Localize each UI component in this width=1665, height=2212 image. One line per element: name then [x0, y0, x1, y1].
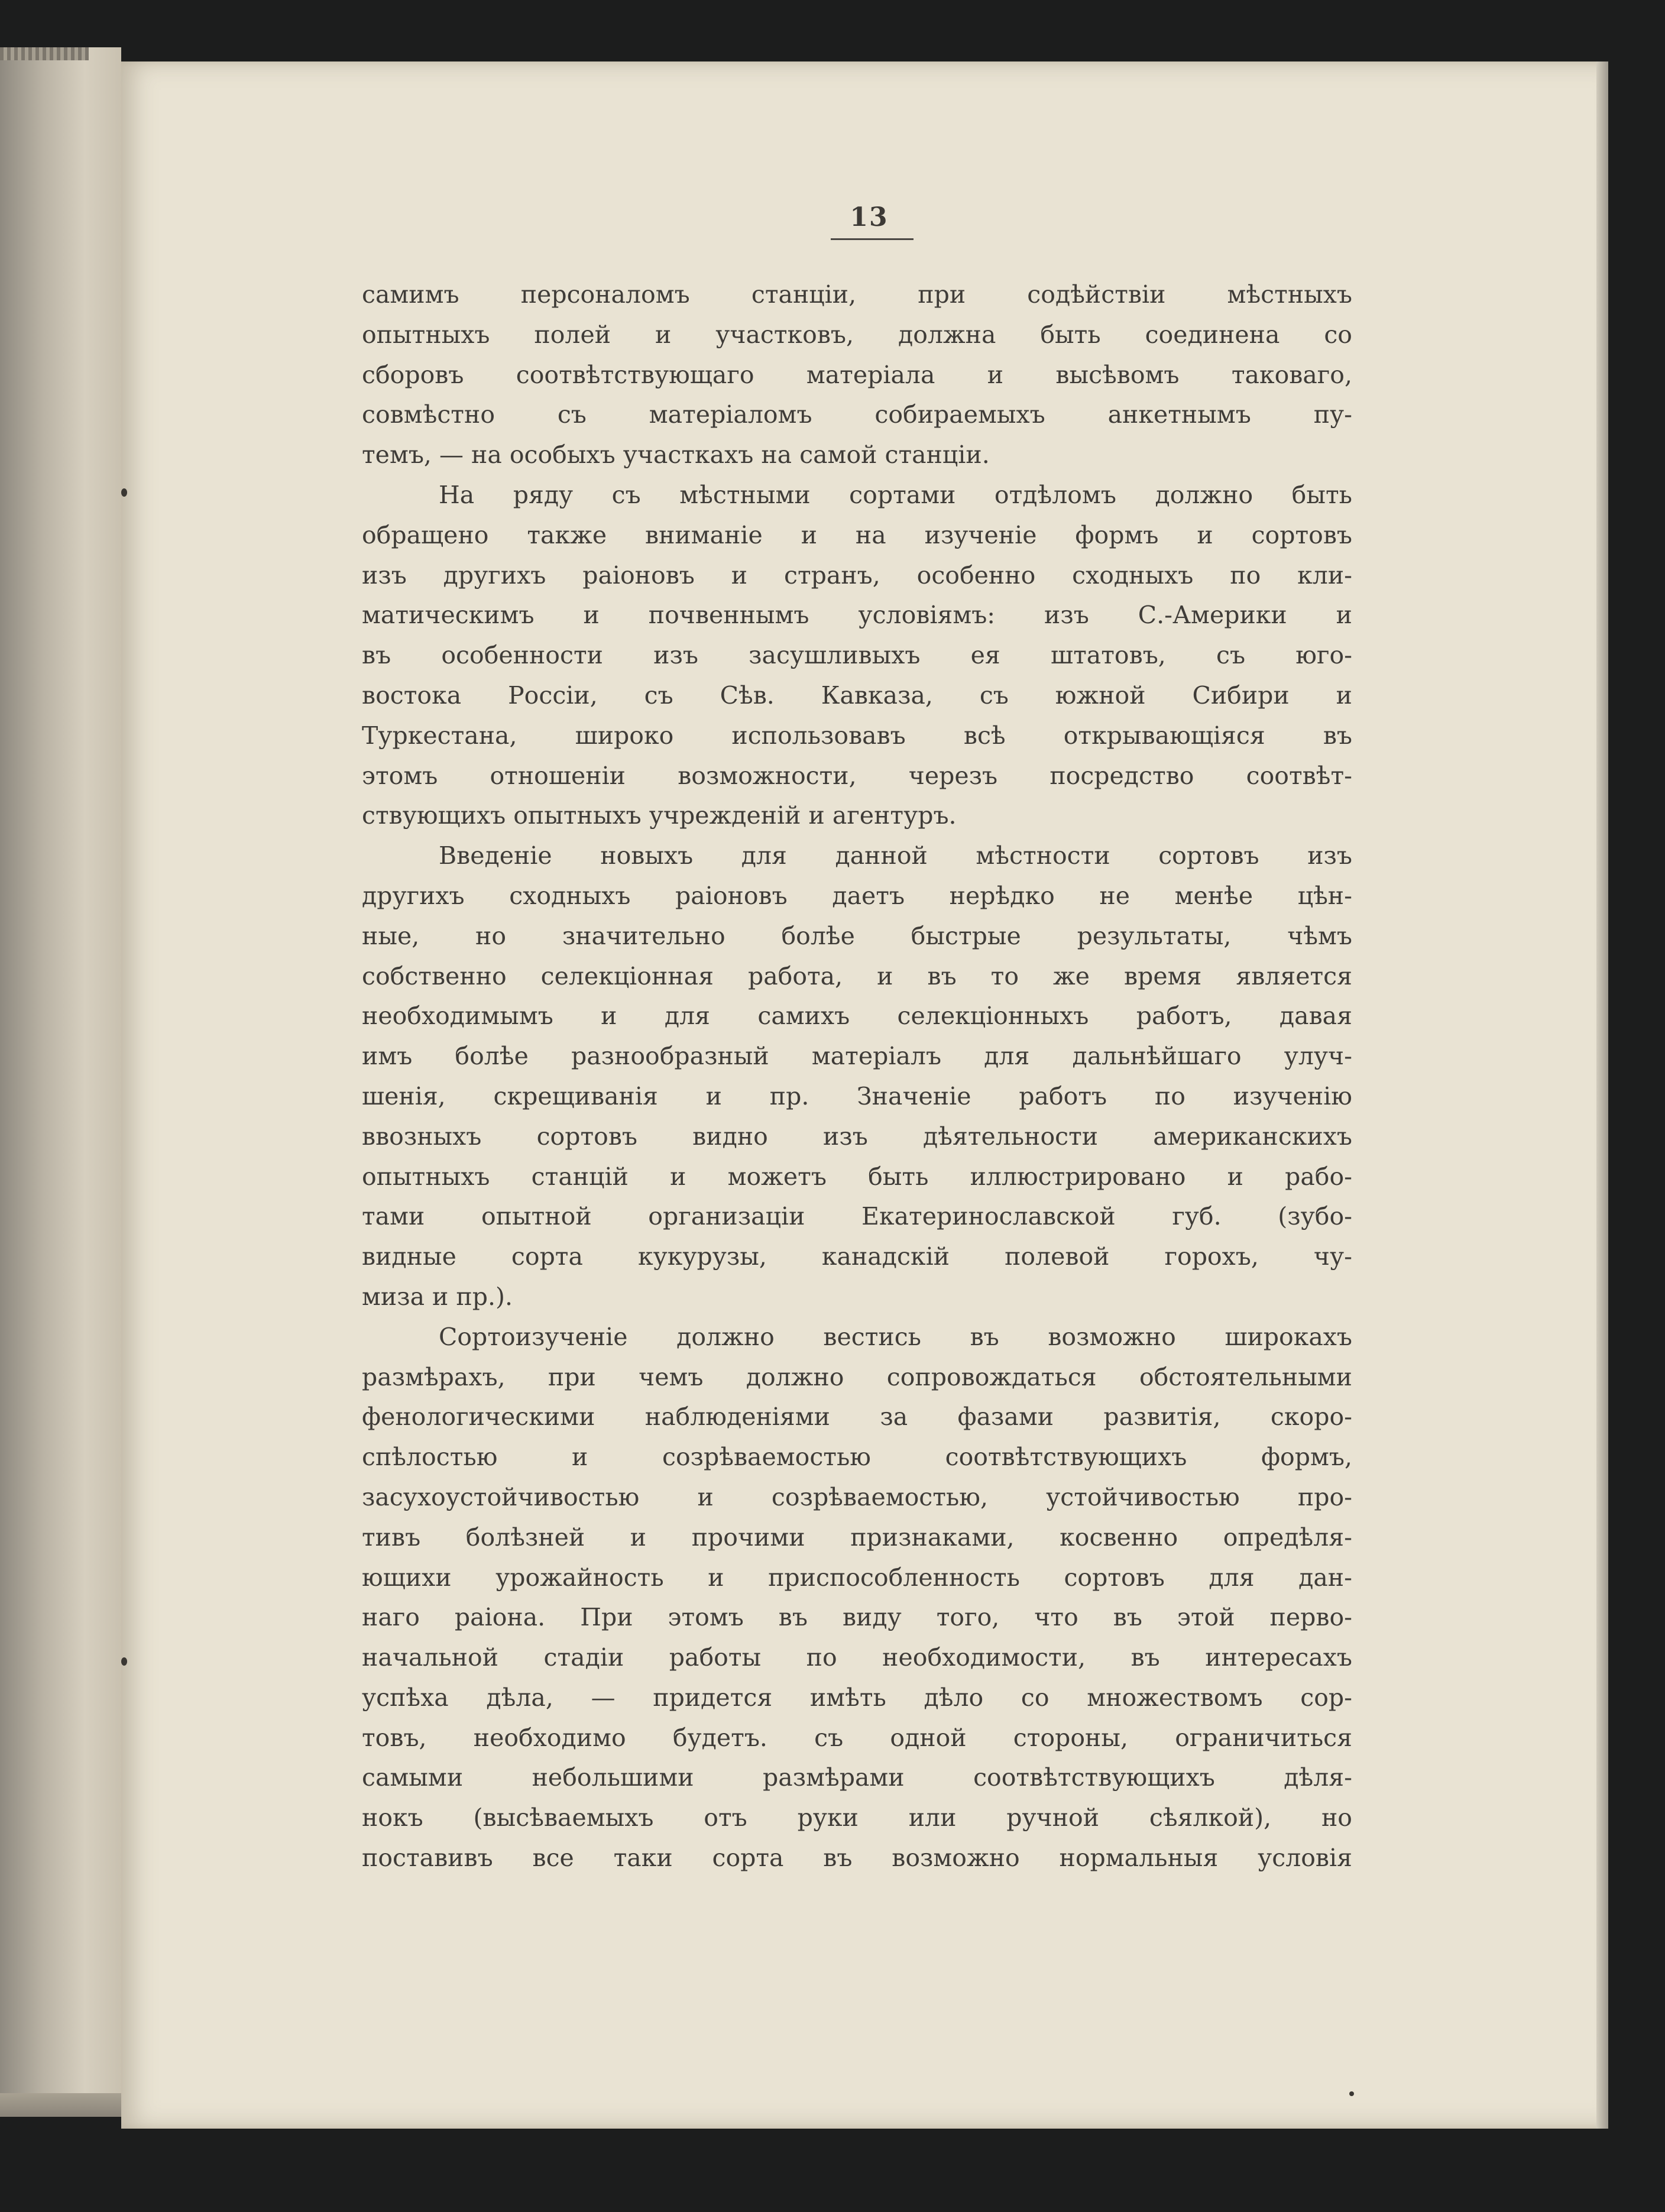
scan-speck: [1349, 2091, 1354, 2096]
text-line: собственно селекціонная работа, и въ то же время является: [362, 961, 1352, 990]
text-line: необходимымъ и для самихъ селекціонныхъ работъ, давая: [362, 1002, 1352, 1031]
text-line: имъ болѣе разнообразный матеріалъ для дальнѣйшаго улуч-: [362, 1042, 1352, 1071]
right-page-edge: [1596, 61, 1608, 2129]
text-line: самимъ персоналомъ станціи, при содѣйствіи мѣстныхъ: [362, 280, 1352, 309]
text-line: товъ, необходимо будетъ. съ одной стороны, ограничиться: [362, 1723, 1352, 1752]
text-line: совмѣстно съ матеріаломъ собираемыхъ анкетнымъ пу-: [362, 400, 1352, 429]
scan-speck: [121, 488, 127, 497]
text-line: тивъ болѣзней и прочими признаками, косвенно опредѣля-: [362, 1523, 1352, 1552]
text-line: Введеніе новыхъ для данной мѣстности сортовъ изъ: [439, 841, 1352, 870]
text-line: видные сорта кукурузы, канадскій полевой горохъ, чу-: [362, 1242, 1352, 1271]
left-page-edge: [0, 47, 121, 2117]
text-line: миза и пр.).: [362, 1282, 513, 1311]
text-line: засухоустойчивостью и созрѣваемостью, устойчивостью про-: [362, 1482, 1352, 1511]
text-line: успѣха дѣла, — придется имѣть дѣло со множествомъ сор-: [362, 1683, 1352, 1712]
text-line: Сортоизученіе должно вестись въ возможно широкахъ: [439, 1322, 1352, 1351]
text-line: На ряду съ мѣстными сортами отдѣломъ должно быть: [439, 480, 1352, 509]
text-line: тами опытной организаціи Екатеринославской губ. (зубо-: [362, 1202, 1352, 1231]
text-line: въ особенности изъ засушливыхъ ея штатовъ, съ юго-: [362, 641, 1352, 670]
text-line: изъ другихъ раіоновъ и странъ, особенно сходныхъ по кли-: [362, 561, 1352, 590]
text-line: обращено также вниманіе и на изученіе формъ и сортовъ: [362, 520, 1352, 549]
text-line: шенія, скрещиванія и пр. Значеніе работъ по изученію: [362, 1081, 1352, 1110]
text-line: Туркестана, широко использовавъ всѣ открывающіяся въ: [362, 721, 1352, 750]
text-line: размѣрахъ, при чемъ должно сопровождаться обстоятельными: [362, 1362, 1352, 1391]
text-line: ствующихъ опытныхъ учрежденій и агентуръ.: [362, 801, 957, 830]
text-line: ввозныхъ сортовъ видно изъ дѣятельности американскихъ: [362, 1122, 1352, 1151]
text-line: другихъ сходныхъ раіоновъ даетъ нерѣдко не менѣе цѣн-: [362, 881, 1352, 910]
text-line: опытныхъ станцій и можетъ быть иллюстрировано и рабо-: [362, 1162, 1352, 1191]
page-number-rule: [831, 238, 914, 240]
body-text: [362, 275, 1352, 1879]
text-line: самыми небольшими размѣрами соотвѣтствующихъ дѣля-: [362, 1763, 1352, 1792]
page-number: 13: [850, 202, 889, 232]
text-line: фенологическими наблюденіями за фазами развитія, скоро-: [362, 1403, 1352, 1432]
text-line: нокъ (высѣваемыхъ отъ руки или ручной сѣялкой), но: [362, 1803, 1352, 1832]
scan-speck: [121, 1657, 127, 1666]
text-line: ющихи урожайность и приспособленность сортовъ для дан-: [362, 1563, 1352, 1592]
text-line: опытныхъ полей и участковъ, должна быть соединена со: [362, 320, 1352, 349]
text-line: ные, но значительно болѣе быстрые результаты, чѣмъ: [362, 921, 1352, 950]
text-line: матическимъ и почвеннымъ условіямъ: изъ С.-Америки и: [362, 601, 1352, 630]
text-line: наго раіона. При этомъ въ виду того, что въ этой перво-: [362, 1603, 1352, 1632]
text-line: востока Россіи, съ Сѣв. Кавказа, съ южной Сибири и: [362, 681, 1352, 710]
text-line: начальной стадіи работы по необходимости, въ интересахъ: [362, 1643, 1352, 1672]
text-line: спѣлостью и созрѣваемостью соотвѣтствующихъ формъ,: [362, 1443, 1352, 1472]
text-line: этомъ отношеніи возможности, черезъ посредство соотвѣт-: [362, 761, 1352, 790]
text-line: темъ, — на особыхъ участкахъ на самой станціи.: [362, 441, 990, 469]
text-line: поставивъ все таки сорта въ возможно нормальныя условія: [362, 1844, 1352, 1873]
text-line: сборовъ соотвѣтствующаго матеріала и высѣвомъ таковаго,: [362, 360, 1352, 389]
